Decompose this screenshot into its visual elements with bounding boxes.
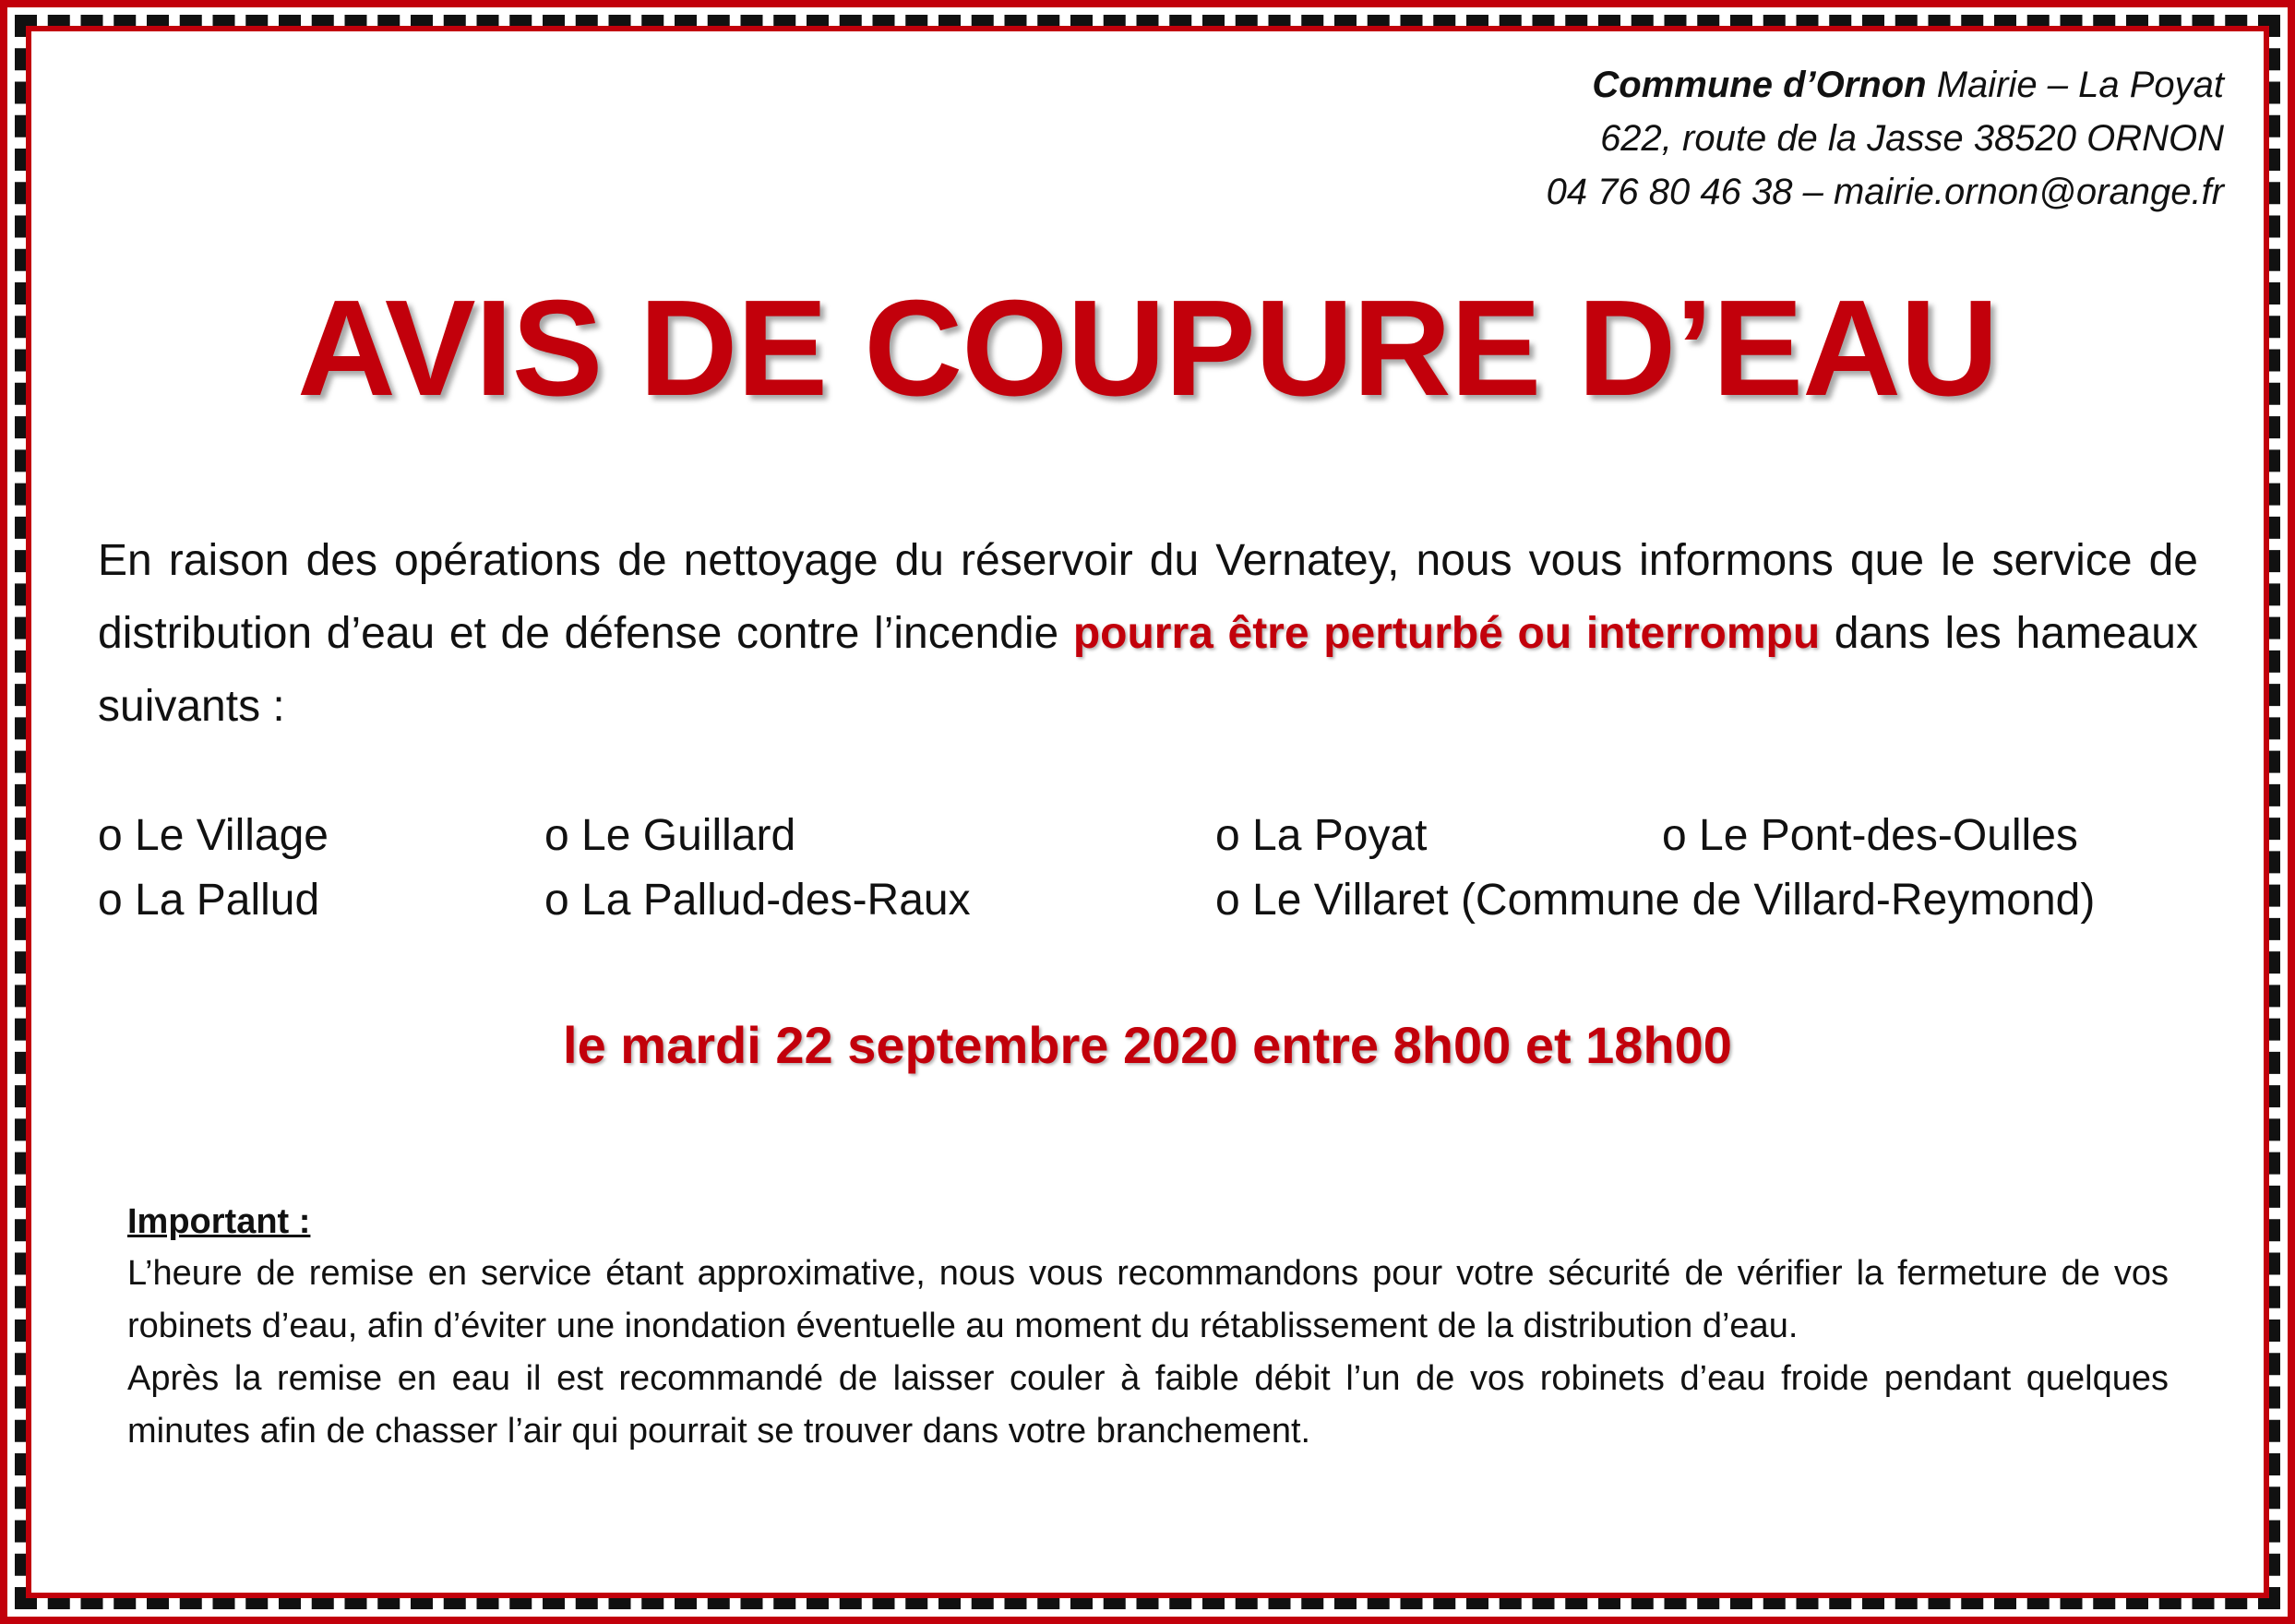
hamlet-item: o Le Pont-des-Oulles — [1662, 811, 2078, 860]
important-paragraph: L’heure de remise en service étant approximative, nous vous recommandons pour votre sécurité de vérifier la fermeture de vos robinets d’eau, afin d’éviter une inondation éventuelle au moment du rétablissement de la distribution d’eau. — [127, 1254, 2169, 1345]
intro-text-after: dans les hameaux suivants : — [98, 609, 2198, 731]
hamlet-item: o Le Guillard — [544, 811, 796, 860]
outage-date: le mardi 22 septembre 2020 entre 8h00 et 18h00 — [563, 1016, 1732, 1074]
intro-emphasis: pourra être perturbé ou interrompu — [1072, 609, 1821, 658]
notice-title: AVIS DE COUPURE D’EAU — [297, 272, 1998, 424]
important-heading: Important : — [127, 1202, 311, 1241]
mairie-header — [1547, 58, 2224, 219]
important-body — [127, 1248, 2169, 1458]
header-contact: 04 76 80 46 38 – mairie.ornon@orange.fr — [1546, 172, 2224, 212]
hamlet-item: o Le Village — [98, 811, 329, 860]
commune-name: Commune d’Ornon — [1592, 65, 1927, 105]
header-line-1 — [1547, 58, 2224, 112]
hamlet-item: o Le Villaret (Commune de Villard-Reymond) — [1215, 876, 2096, 925]
commune-location: Mairie – La Poyat — [1926, 65, 2224, 105]
intro-text-before: En raison des opérations de nettoyage du réservoir du Vernatey, nous vous informons que le service de distribution d’eau et de défense contre l’incendie — [98, 536, 2198, 658]
intro-paragraph — [98, 524, 2198, 743]
hamlet-item: o La Pallud — [98, 876, 320, 925]
hamlet-item: o La Poyat — [1215, 811, 1428, 860]
header-address: 622, route de la Jasse 38520 ORNON — [1600, 118, 2224, 159]
hamlet-item: o La Pallud-des-Raux — [544, 876, 971, 925]
important-paragraph: Après la remise en eau il est recommandé de laisser couler à faible débit l’un de vos robinets d’eau froide pendant quelques minutes afin de chasser l’air qui pourrait se trouver dans votre branchement. — [127, 1359, 2169, 1451]
